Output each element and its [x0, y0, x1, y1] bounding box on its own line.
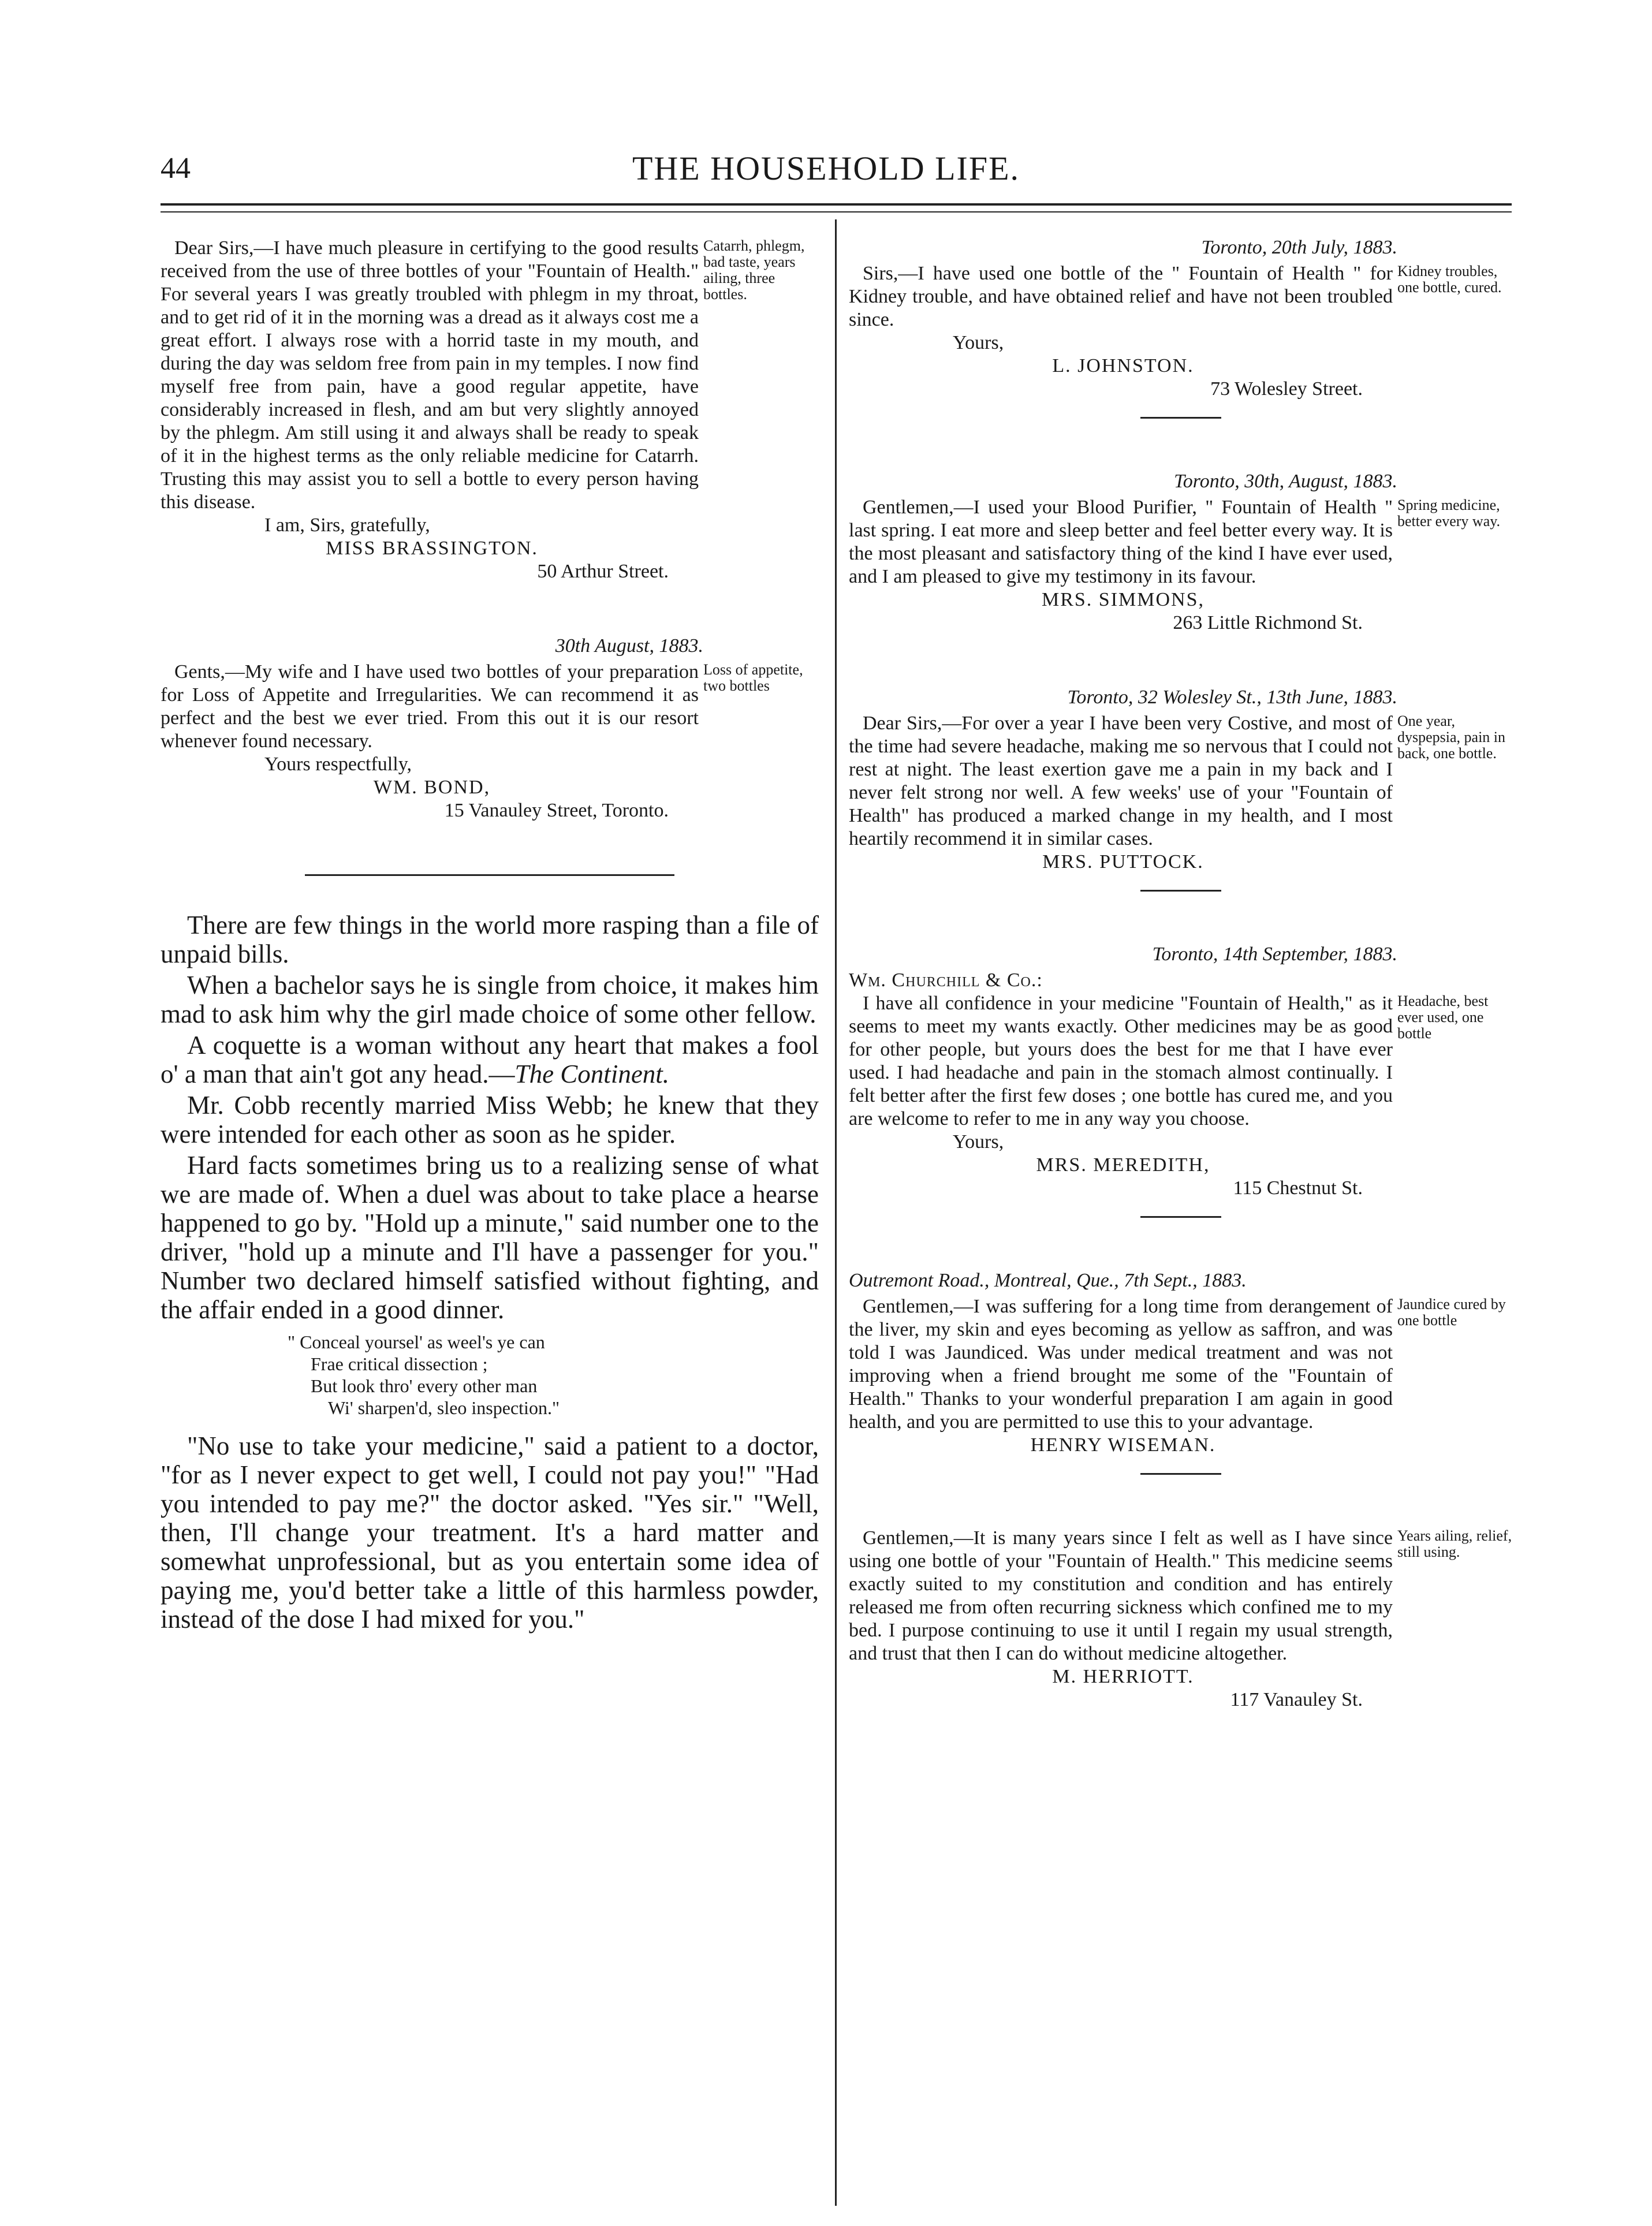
testimonial-letter: [161, 635, 819, 822]
letter-dateline: Outremont Road., Montreal, Que., 7th Sept., 1883.: [849, 1270, 1247, 1291]
verse-line: Frae critical dissection ;: [311, 1354, 488, 1374]
quote-source: The Continent.: [514, 1060, 670, 1088]
header-rule: [161, 203, 1512, 206]
letter-addressee: Wm. Churchill & Co.:: [849, 970, 1043, 991]
letter-address: 50 Arthur Street.: [537, 561, 669, 582]
letter-sidenote: Loss of appetite, two bottles: [703, 661, 803, 694]
testimonial-letter: [849, 944, 1513, 1218]
miscellany-paragraph: When a bachelor says he is single from choice, it makes him mad to ask him why the girl made choice of some other fellow.: [161, 971, 819, 1028]
section-rule: [305, 874, 674, 876]
letter-address: 115 Chestnut St.: [1233, 1177, 1363, 1199]
letter-dateline: Toronto, 20th July, 1883.: [1201, 237, 1397, 258]
letter-closing: I am, Sirs, gratefully,: [264, 514, 430, 536]
column-divider: [835, 219, 837, 2206]
letter-signature: L. JOHNSTON.: [1052, 355, 1194, 376]
page-number: 44: [161, 152, 191, 185]
letter-body: Dear Sirs,—For over a year I have been very Costive, and most of the time had severe headache, making me so nervous that I could not rest at night. The least exertion gave me a pain in my back and I never felt strong nor well. A few weeks' use of your "Fountain of Health" has produced a marked change in my health, and I most heartily recommend it in similar cases.: [849, 713, 1393, 849]
verse-line: " Conceal yoursel' as weel's ye can: [288, 1332, 545, 1352]
letter-sidenote: Catarrh, phlegm, bad taste, years ailing, three bottles.: [703, 237, 805, 303]
letter-signature: WM. BOND,: [373, 777, 491, 798]
letter-signature: MISS BRASSINGTON.: [326, 538, 538, 559]
letter-dateline: Toronto, 30th, August, 1883.: [1174, 471, 1397, 492]
letter-signature: MRS. PUTTOCK.: [1042, 851, 1204, 872]
letter-sidenote: Spring medicine, better every way.: [1397, 497, 1501, 530]
miscellany-paragraph: There are few things in the world more rasping than a file of unpaid bills.: [161, 911, 819, 968]
letter-body: Sirs,—I have used one bottle of the " Fountain of Health " for Kidney trouble, and have obtained relief and have not been troubled since.: [849, 263, 1393, 330]
letter-body: Gentlemen,—It is many years since I felt as well as I have since using one bottle of your "Fountain of Health." This medicine seems exactly suited to my constitution and condition and has entirely released me from often recurring sickness which confined me to my bed. I purpose continuing to use it until I regain my usual strength, and trust that then I can do without medicine altogether.: [849, 1527, 1393, 1664]
miscellany-paragraph: Hard facts sometimes bring us to a realizing sense of what we are made of. When a duel was about to take place a hearse happened to go by. "Hold up a minute," said number one to the driver, "hold up a minute and I'll have a passenger for you." Number two declared himself satisfied without fighting, and the affair ended in a good dinner.: [161, 1151, 819, 1324]
right-column: [849, 237, 1513, 1763]
letter-dateline: Toronto, 14th September, 1883.: [1152, 944, 1397, 965]
miscellany: [161, 911, 819, 1634]
letter-separator: [1140, 417, 1221, 419]
letter-sidenote: Jaundice cured by one bottle: [1397, 1296, 1506, 1329]
letter-closing: Yours respectfully,: [264, 754, 412, 775]
letter-signature: M. HERRIOTT.: [1052, 1666, 1194, 1687]
verse: [161, 1331, 819, 1419]
testimonial-letter: [849, 687, 1513, 892]
header-rule-thin: [161, 211, 1512, 212]
letter-body: Gentlemen,—I used your Blood Purifier, " Fountain of Health " last spring. I eat more and sleep better and feel better every way. It is the most pleasant and satisfactory thing of the kind I have ever used, and I am pleased to give my testimony in its favour.: [849, 497, 1393, 587]
letter-signature: MRS. MEREDITH,: [1036, 1154, 1210, 1176]
testimonial-letter: [849, 471, 1513, 635]
running-title: THE HOUSEHOLD LIFE.: [632, 150, 1020, 187]
testimonial-letter: [849, 1527, 1513, 1712]
left-column: [161, 237, 819, 1636]
letter-address: 15 Vanauley Street, Toronto.: [444, 800, 669, 821]
testimonial-letter: [161, 237, 819, 583]
miscellany-paragraph: A coquette is a woman without any heart that makes a fool o' a man that ain't got any head.—The Continent.: [161, 1031, 819, 1088]
letter-body: I have all confidence in your medicine "Fountain of Health," as it seems to meet my wants exactly. Other medicines may be as good for other people, but yours does the best for me that I have ever used. I had headache and pain in the stomach almost continually. I felt better after the first few doses ; one bottle has cured me, and you are welcome to refer to me in any way you choose.: [849, 993, 1393, 1129]
letter-body: Gents,—My wife and I have used two bottles of your preparation for Loss of Appetite and Irregularities. We can recommend it as perfect and the best we ever tried. From this out it is our resort whenever found necessary.: [161, 661, 699, 752]
letter-body: Dear Sirs,—I have much pleasure in certifying to the good results received from the use of three bottles of your "Fountain of Health." For several years I was greatly troubled with phlegm in my throat, and to get rid of it in the morning was a dread as it always cost me a great effort. I always rose with a horrid taste in my mouth, and during the day was seldom free from pain in my temples. I now find myself free from pain, have a good regular appetite, have considerably increased in flesh, and am but very slightly annoyed by the phlegm. Am still using it and always shall be ready to speak of it in the highest terms as the only reliable medicine for Catarrh. Trusting this may assist you to sell a bottle to every person having this disease.: [161, 237, 699, 513]
letter-closing: Yours,: [953, 1131, 1004, 1153]
testimonial-letter: [849, 1270, 1513, 1475]
letter-separator: [1140, 1473, 1221, 1475]
letter-dateline: Toronto, 32 Wolesley St., 13th June, 1883.: [1067, 687, 1397, 708]
letter-separator: [1140, 890, 1221, 892]
letter-signature: HENRY WISEMAN.: [1030, 1434, 1216, 1456]
letter-closing: Yours,: [953, 332, 1004, 353]
letter-sidenote: Kidney troubles, one bottle, cured.: [1397, 263, 1502, 296]
verse-line: But look thro' every other man: [311, 1375, 538, 1396]
letter-address: 263 Little Richmond St.: [1173, 612, 1363, 633]
miscellany-paragraph: Mr. Cobb recently married Miss Webb; he knew that they were intended for each other as soon as he spider.: [161, 1091, 819, 1149]
letter-address: 117 Vanauley St.: [1230, 1689, 1363, 1710]
testimonial-letter: [849, 237, 1513, 419]
letter-address: 73 Wolesley Street.: [1210, 378, 1363, 400]
verse-line: Wi' sharpen'd, sleo inspection.": [328, 1397, 560, 1418]
letter-sidenote: One year, dyspepsia, pain in back, one bottle.: [1397, 713, 1506, 762]
miscellany-paragraph: "No use to take your medicine," said a patient to a doctor, "for as I never expect to get well, I could not pay you!" "Had you intended to pay me?" the doctor asked. "Yes sir." "Well, then, I'll change your treatment. It's a hard matter and somewhat unprofessional, but as you entertain some idea of paying me, you'd better take a little of this harmless powder, instead of the dose I had mixed for you.": [161, 1431, 819, 1634]
letter-signature: MRS. SIMMONS,: [1041, 589, 1205, 610]
letter-sidenote: Headache, best ever used, one bottle: [1397, 993, 1489, 1042]
letter-body: Gentlemen,—I was suffering for a long time from derangement of the liver, my skin and eyes becoming as yellow as saffron, and was told I was Jaundiced. Was under medical treatment and was not improving when a friend brought me some of the "Fountain of Health." Thanks to your wonderful preparation I am again in good health, and you are permitted to use this to your advantage.: [849, 1296, 1393, 1433]
letter-sidenote: Years ailing, relief, still using.: [1397, 1527, 1512, 1560]
letter-separator: [1140, 1216, 1221, 1218]
letter-dateline: 30th August, 1883.: [555, 635, 703, 657]
